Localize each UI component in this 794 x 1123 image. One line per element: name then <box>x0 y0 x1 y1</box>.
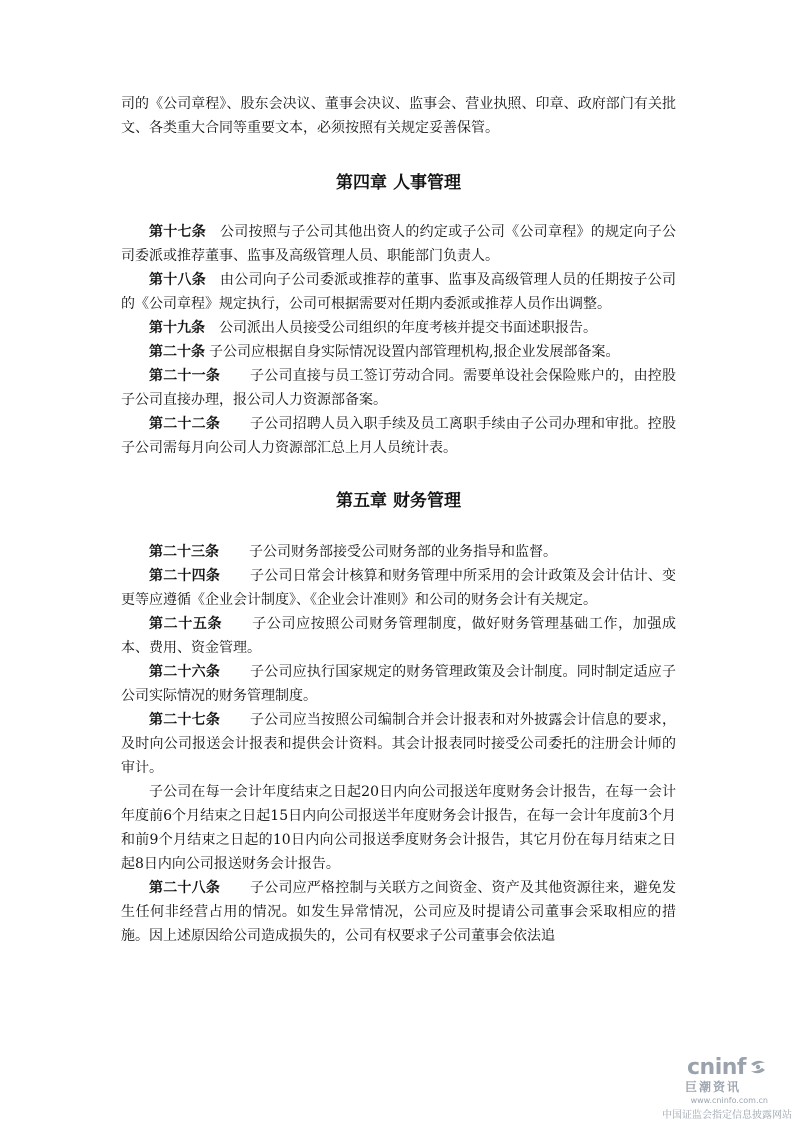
chapter-5-title: 第五章 财务管理 <box>336 491 461 511</box>
document-body <box>121 92 676 948</box>
article-23-text: 子公司财务部接受公司财务部的业务指导和监督。 <box>249 544 557 560</box>
article-28 <box>121 876 676 948</box>
cninfo-site-caption: 中国证监会指定信息披露网站 <box>662 1110 792 1121</box>
article-24 <box>121 564 676 612</box>
cninfo-logo-text: cninf <box>687 1054 746 1080</box>
article-26-text: 子公司应执行国家规定的财务管理政策及会计制度。同时制定适应子公司实际情况的财务管理制度。 <box>121 664 677 704</box>
article-18 <box>121 268 676 316</box>
article-23-number: 第二十三条 <box>149 544 219 560</box>
cninfo-chinese-name: 巨潮资讯 <box>685 1080 742 1094</box>
article-17 <box>121 220 676 268</box>
cninfo-swirl-icon <box>748 1057 768 1077</box>
article-27 <box>121 708 676 780</box>
article-18-number: 第十八条 <box>149 272 207 288</box>
cninfo-url: www.cninfo.com.cn <box>690 1096 768 1105</box>
intro-paragraph: 司的《公司章程》、股东会决议、董事会决议、监事会、营业执照、印章、政府部门有关批文、各类重大合同等重要文本，必须按照有关规定妥善保管。 <box>121 96 676 136</box>
article-23 <box>121 540 676 564</box>
article-21 <box>121 364 676 412</box>
article-17-number: 第十七条 <box>149 224 207 240</box>
article-26 <box>121 660 676 708</box>
article-20 <box>121 340 676 364</box>
article-28-number: 第二十八条 <box>149 880 221 896</box>
article-25 <box>121 612 676 660</box>
article-22-text: 子公司招聘人员入职手续及员工离职手续由子公司办理和审批。控股子公司需每月向公司人力资源部汇总上月人员统计表。 <box>121 416 677 456</box>
cninfo-watermark <box>655 1050 794 1120</box>
article-20-text: 子公司应根据自身实际情况设置内部管理机构,报企业发展部备案。 <box>209 344 620 360</box>
article-25-text: 子公司应按照公司财务管理制度，做好财务管理基础工作，加强成本、费用、资金管理。 <box>121 616 677 656</box>
chapter-4-title: 第四章 人事管理 <box>336 173 461 193</box>
article-28-text: 子公司应严格控制与关联方之间资金、资产及其他资源往来，避免发生任何非经营占用的情况。如发生异常情况，公司应及时提请公司董事会采取相应的措施。因上述原因给公司造成损失的，公司有权要求子公司董事会依法追 <box>121 880 677 944</box>
article-19 <box>121 316 676 340</box>
article-27-paragraph-2: 子公司在每一会计年度结束之日起20日内向公司报送年度财务会计报告，在每一会计年度前6个月结束之日起15日内向公司报送半年度财务会计报告，在每一会计年度前3个月和前9个月结束之日起的10日内向公司报送季度财务会计报告，其它月份在每月结束之日起8日内向公司报送财务会计报告。 <box>121 784 676 872</box>
article-24-number: 第二十四条 <box>149 568 221 584</box>
article-22-number: 第二十二条 <box>149 416 221 432</box>
article-18-text: 由公司向子公司委派或推荐的董事、监事及高级管理人员的任期按子公司的《公司章程》规定执行，公司可根据需要对任期内委派或推荐人员作出调整。 <box>121 272 677 312</box>
article-27-number: 第二十七条 <box>149 712 221 728</box>
article-19-number: 第十九条 <box>149 320 205 336</box>
article-20-number: 第二十条 <box>149 344 205 360</box>
article-19-text: 公司派出人员接受公司组织的年度考核并提交书面述职报告。 <box>219 320 597 336</box>
article-26-number: 第二十六条 <box>149 664 221 680</box>
article-21-text: 子公司直接与员工签订劳动合同。需要单设社会保险账户的，由控股子公司直接办理，报公司人力资源部备案。 <box>121 368 677 408</box>
article-21-number: 第二十一条 <box>149 368 221 384</box>
article-27-text: 子公司应当按照公司编制合并会计报表和对外披露会计信息的要求，及时向公司报送会计报表和提供会计资料。其会计报表同时接受公司委托的注册会计师的审计。 <box>121 712 677 776</box>
article-17-text: 公司按照与子公司其他出资人的约定或子公司《公司章程》的规定向子公司委派或推荐董事、监事及高级管理人员、职能部门负责人。 <box>121 224 677 264</box>
article-24-text: 子公司日常会计核算和财务管理中所采用的会计政策及会计估计、变更等应遵循《企业会计制度》、《企业会计准则》和公司的财务会计有关规定。 <box>121 568 677 608</box>
article-25-number: 第二十五条 <box>149 616 223 632</box>
article-22 <box>121 412 676 460</box>
